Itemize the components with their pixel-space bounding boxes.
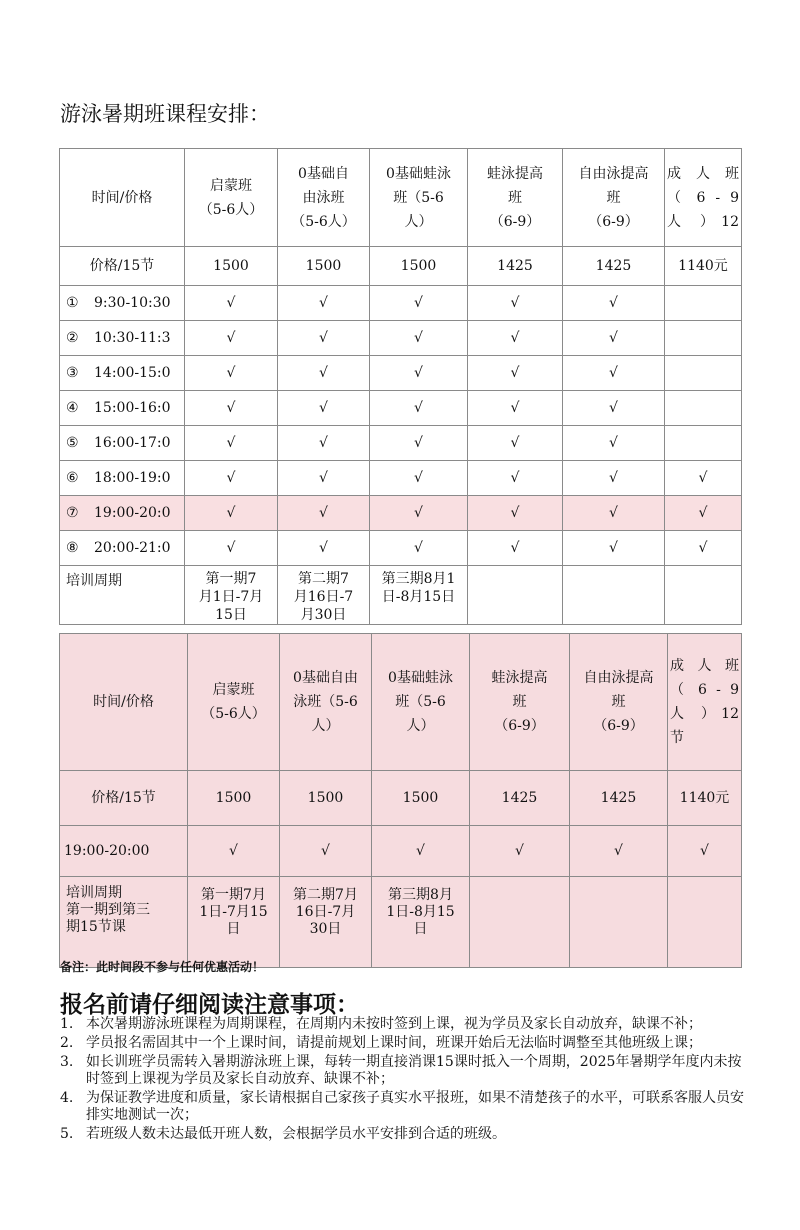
class-header: 0基础自 由泳班 （5-6人） (278, 149, 370, 247)
time-slot-label: ④ 15:00-16:0 (60, 391, 185, 426)
price-cell: 1425 (470, 771, 570, 826)
check-cell: √ (188, 826, 280, 877)
check-cell: √ (185, 356, 278, 391)
check-cell: √ (185, 496, 278, 531)
check-cell: √ (278, 496, 370, 531)
notice-item: 5. 若班级人数未达最低开班人数，会根据学员水平安排到合适的班级。 (60, 1126, 506, 1142)
schedule-table-evening (59, 633, 742, 968)
check-cell: √ (185, 286, 278, 321)
check-cell: √ (468, 391, 563, 426)
check-cell: √ (278, 356, 370, 391)
price-cell: 1140元 (668, 771, 742, 826)
price-cell: 1500 (370, 247, 468, 286)
time-slot-row (60, 426, 742, 461)
check-cell: √ (468, 496, 563, 531)
time-slot-row (60, 826, 742, 877)
check-cell: √ (563, 426, 665, 461)
check-cell (665, 356, 742, 391)
check-cell: √ (185, 321, 278, 356)
check-cell: √ (370, 461, 468, 496)
check-cell: √ (563, 286, 665, 321)
check-cell: √ (278, 531, 370, 566)
check-cell: √ (563, 321, 665, 356)
notice-item: 3. 如长训班学员需转入暑期游泳班上课，每转一期直接消课15课时抵入一个周期，2025年暑期学年度内未按时签到上课视为学员及家长自动放弃、缺课不补； (60, 1054, 742, 1087)
price-cell: 1500 (372, 771, 470, 826)
empty-cell (468, 566, 563, 625)
price-cell: 1500 (188, 771, 280, 826)
empty-cell (570, 877, 668, 968)
check-cell: √ (570, 826, 668, 877)
class-header: 成 人 班 （ 6 - 9 人 ）12 节 (668, 634, 742, 771)
check-cell: √ (563, 531, 665, 566)
check-cell: √ (370, 496, 468, 531)
check-cell: √ (665, 461, 742, 496)
time-slot-label: ⑤ 16:00-17:0 (60, 426, 185, 461)
time-slot-label: ⑦ 19:00-20:0 (60, 496, 185, 531)
empty-cell (668, 877, 742, 968)
class-header: 蛙泳提高 班 （6-9） (470, 634, 570, 771)
time-slot-label: ⑥ 18:00-19:0 (60, 461, 185, 496)
price-cell: 1140元 (665, 247, 742, 286)
period-cell: 第一期7月 1日-7月15 日 (188, 877, 280, 968)
time-slot-row-highlighted (60, 496, 742, 531)
period-label: 培训周期 (60, 566, 185, 625)
check-cell: √ (185, 391, 278, 426)
check-cell: √ (370, 426, 468, 461)
corner-cell: 时间/价格 (60, 149, 185, 247)
period-cell: 第二期7 月16日-7 月30日 (278, 566, 370, 625)
period-cell: 第三期8月 1日-8月15 日 (372, 877, 470, 968)
check-cell: √ (185, 426, 278, 461)
check-cell: √ (278, 391, 370, 426)
period-cell: 第一期7 月1日-7月 15日 (185, 566, 278, 625)
check-cell: √ (665, 496, 742, 531)
check-cell: √ (563, 461, 665, 496)
notice-item: 2. 学员报名需固其中一个上课时间，请提前规划上课时间，班课开始后无法临时调整至其他班级上课； (60, 1035, 702, 1051)
class-header: 自由泳提高 班 （6-9） (570, 634, 668, 771)
class-header: 0基础蛙泳 班（5-6 人） (370, 149, 468, 247)
remark-note: 备注：此时间段不参与任何优惠活动！ (60, 960, 265, 974)
check-cell: √ (370, 321, 468, 356)
check-cell (665, 391, 742, 426)
check-cell: √ (370, 391, 468, 426)
price-cell: 1425 (468, 247, 563, 286)
price-cell: 1500 (280, 771, 372, 826)
check-cell: √ (563, 391, 665, 426)
class-header: 自由泳提高 班 （6-9） (563, 149, 665, 247)
check-cell: √ (470, 826, 570, 877)
price-cell: 1425 (570, 771, 668, 826)
check-cell: √ (370, 286, 468, 321)
check-cell (665, 426, 742, 461)
check-cell: √ (278, 321, 370, 356)
time-slot-label: ① 9:30-10:30 (60, 286, 185, 321)
check-cell: √ (280, 826, 372, 877)
check-cell: √ (468, 321, 563, 356)
class-header: 0基础自由 泳班（5-6 人） (280, 634, 372, 771)
check-cell (665, 321, 742, 356)
class-header: 成 人 班 （ 6 - 9 人 ）12 (665, 149, 742, 247)
corner-cell: 时间/价格 (60, 634, 188, 771)
time-slot-row (60, 286, 742, 321)
class-header: 启蒙班 （5-6人） (188, 634, 280, 771)
time-slot-row (60, 356, 742, 391)
time-slot-row (60, 391, 742, 426)
check-cell: √ (370, 356, 468, 391)
class-header: 0基础蛙泳 班（5-6 人） (372, 634, 470, 771)
check-cell: √ (468, 286, 563, 321)
price-cell: 1425 (563, 247, 665, 286)
class-header: 启蒙班 （5-6人） (185, 149, 278, 247)
check-cell: √ (468, 426, 563, 461)
price-cell: 1500 (278, 247, 370, 286)
notice-item: 4. 为保证教学进度和质量，家长请根据自己家孩子真实水平报班，如果不清楚孩子的水平，可联系客服人员安排实地测试一次； (60, 1090, 744, 1123)
time-slot-label: 19:00-20:00 (60, 826, 188, 877)
period-cell: 第二期7月 16日-7月 30日 (280, 877, 372, 968)
check-cell: √ (665, 531, 742, 566)
time-slot-label: ③ 14:00-15:0 (60, 356, 185, 391)
price-row (60, 771, 742, 826)
schedule-table-main (59, 148, 742, 625)
time-slot-row (60, 531, 742, 566)
check-cell: √ (468, 531, 563, 566)
price-row (60, 247, 742, 286)
time-slot-row (60, 461, 742, 496)
time-slot-label: ② 10:30-11:3 (60, 321, 185, 356)
page-heading: 游泳暑期班课程安排： (60, 102, 270, 126)
notice-item: 1. 本次暑期游泳班课程为周期课程，在周期内未按时签到上课，视为学员及家长自动放弃，缺课不补； (60, 1016, 702, 1032)
check-cell: √ (370, 531, 468, 566)
check-cell: √ (468, 461, 563, 496)
check-cell (665, 286, 742, 321)
notice-list (60, 1016, 750, 1145)
check-cell: √ (185, 461, 278, 496)
check-cell: √ (278, 461, 370, 496)
price-label: 价格/15节 (60, 771, 188, 826)
check-cell: √ (278, 426, 370, 461)
check-cell: √ (278, 286, 370, 321)
check-cell: √ (563, 356, 665, 391)
period-cell: 第三期8月1 日-8月15日 (370, 566, 468, 625)
empty-cell (563, 566, 665, 625)
check-cell: √ (372, 826, 470, 877)
notice-title: 报名前请仔细阅读注意事项： (60, 992, 359, 1018)
period-row (60, 566, 742, 625)
empty-cell (470, 877, 570, 968)
check-cell: √ (185, 531, 278, 566)
time-slot-row (60, 321, 742, 356)
price-cell: 1500 (185, 247, 278, 286)
class-header: 蛙泳提高 班 （6-9） (468, 149, 563, 247)
period-row (60, 877, 742, 968)
period-label: 培训周期 第一期到第三 期15节课 (60, 877, 188, 968)
check-cell: √ (668, 826, 742, 877)
check-cell: √ (468, 356, 563, 391)
time-slot-label: ⑧ 20:00-21:0 (60, 531, 185, 566)
price-label: 价格/15节 (60, 247, 185, 286)
check-cell: √ (563, 496, 665, 531)
empty-cell (665, 566, 742, 625)
